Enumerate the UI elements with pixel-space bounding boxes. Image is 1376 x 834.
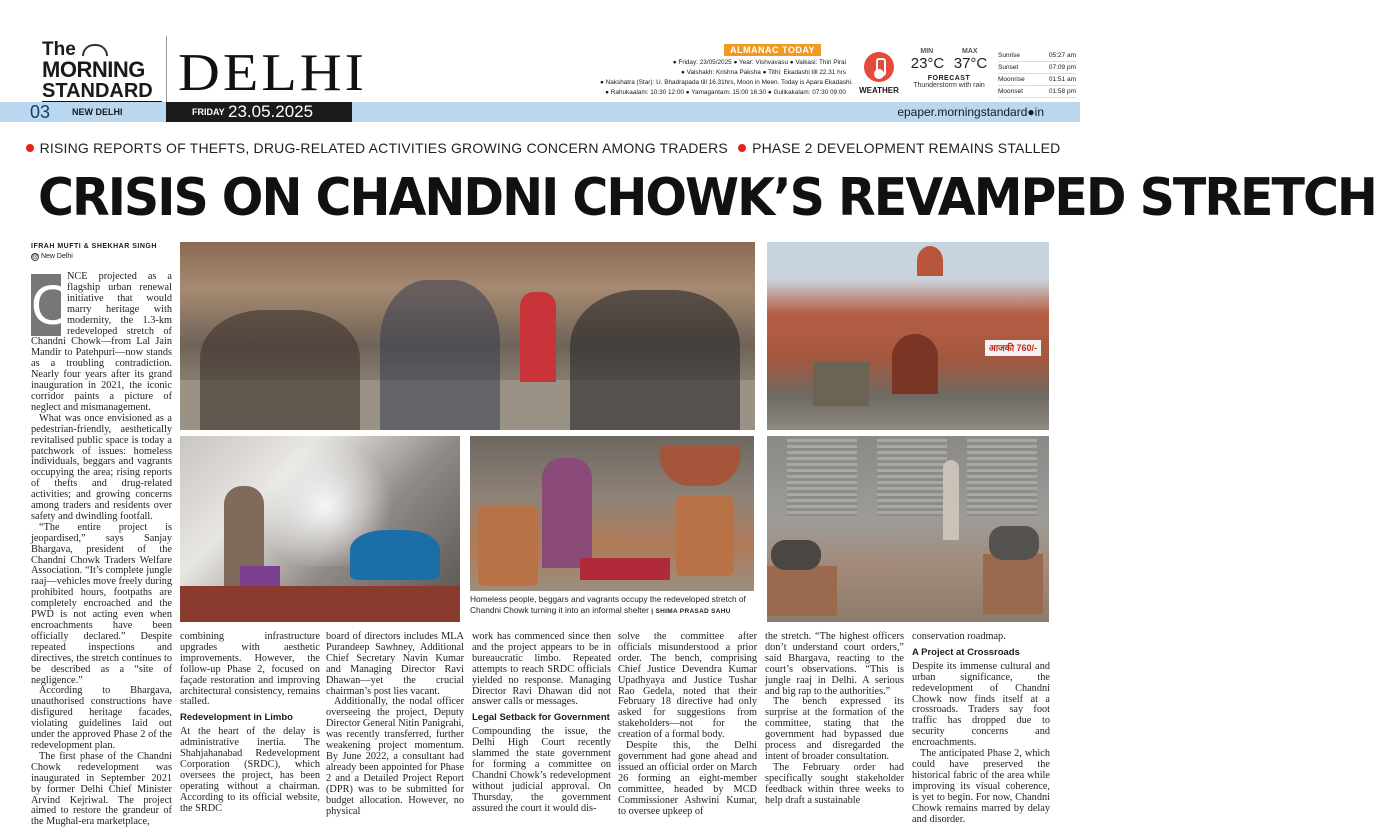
article-column-5 [618,632,757,817]
moonrise-label: Moonrise [998,76,1025,83]
logo-standard: STANDARD [42,81,162,103]
stone-bollard [676,496,734,576]
paragraph: “The entire project is jeopardised,” says Sanjay Bhargava, president of the Chandni Chowk Traders Welfare Association. “It’s complete jungle raaj—vehicles move freely during prohibited hours, footpaths are completely encroached and the PWD is not acting even when encroachments have been officially declared.” Despite repeated inspections and directives, the stretch continues to be described as a “site of negligence.” [31,521,172,686]
crowd-silhouette [380,280,500,430]
paragraph: combining infrastructure upgrades with aesthetic improvements. However, the follow-up Phase 2, focused on façade restoration and improving architectural consistency, remains stalled. [180,631,320,708]
dropcap: O [31,273,75,336]
paragraph: The February order had specifically sought stakeholder feedback within three weeks to help draft a sustainable [765,761,904,806]
byline [31,243,157,261]
paragraph: board of directors includes MLA Purandeep Sawhney, Additional Chief Secretary Navin Kumar and Managing Director Ravi Dhawan—yet the crucial chairman’s post lies vacant. [326,631,464,697]
masthead [0,0,1080,125]
article-column-4 [472,632,611,815]
subhead-project-at-crossroads: A Project at Crossroads [912,646,1020,658]
min-label: MIN [920,48,934,55]
paragraph: NCE projected as a flagship urban renewal initiative that would marry heritage with modernity, the 1.3-km redeveloped stretch of Chandni Chowk—from Lal Jain Mandir to Patehpuri—now stands as a troubling contradiction. Nearly four years after its grand inauguration in 2021, the iconic corridor paints a picture of neglect and mismanagement. [31,271,172,413]
mosque-dome [917,246,943,276]
bench [767,566,837,616]
paragraph: The first phase of the Chandni Chowk redevelopment was inaugurated in September 2021 by former Delhi Chief Minister Arvind Kejriwal. The project aimed to restore the grandeur of the Mughal-era marketplace, [31,750,172,828]
sunrise-label: Sunrise [998,52,1021,59]
page-number: 03 [30,102,51,122]
mosque-arch [892,334,938,394]
max-label: MAX [962,48,978,55]
paragraph: the stretch. “The highest officers don’t understand court orders,” said Bhargava, reacting to the court’s observations. “This is jungle raaj in Delhi. A serious and big rap to the authorities.” [765,631,904,697]
article-column-6 [765,632,904,807]
paragraph: According to Bhargava, unauthorised constructions have disfigured heritage facades, violating guidelines laid out under the approved Phase 2 of the redevelopment plan. [31,685,172,751]
planter-pot [660,446,740,486]
article-column-1 [31,272,172,828]
photo-credit: SHIMA PRASAD SAHU [655,607,731,615]
kicker-2: PHASE 2 DEVELOPMENT REMAINS STALLED [752,140,1061,156]
photo-smoke-girl[interactable] [180,436,460,622]
paragraph: Additionally, the nodal officer overseeing the project, Deputy Director General Nitin Panigrahi, was recently transferred, further weakening project momentum. By June 2022, a consultant had already been appointed for Phase 2 and a Detailed Project Report (DPR) was to be submitted for budget allocation. However, no physical [326,696,464,817]
page-info-band [0,102,1080,122]
paragraph: Despite its immense cultural and urban significance, the redevelopment of Chandni Chowk now finds itself at a crossroads. Traders say foot traffic has dropped due to security concerns and encroachments. [912,660,1050,749]
weather-label: WEATHER [859,86,899,95]
shutter [967,436,1037,516]
dateline: New Delhi [40,253,73,260]
bullet-icon [26,144,34,152]
caption-text: Homeless people, beggars and vagrants occupy the redeveloped stretch of Chandni Chowk turning it into an informal shelter [470,594,746,615]
almanac-row: ● Friday: 23/05/2025 ● Year: Vishvavasu ● Vaikasi: Thiri Pirai [672,59,846,66]
shutter [877,436,947,516]
sunset-time: 07:09 pm [1048,64,1076,71]
walking-man [943,460,959,540]
weather-widget [852,52,906,95]
paragraph: What was once envisioned as a pedestrian-friendly, aesthetically revitalised public space is today a patchwork of issues: homeless individuals, beggars and vagrants occupying the area; rising reports of thefts and drug-related activities; and growing concerns among traders and residents over safety and dwindling footfall. [31,412,172,522]
temperature-panel [906,48,992,89]
newspaper-logo[interactable] [42,40,162,103]
paragraph: Compounding the issue, the Delhi High Court recently slammed the state government for forming a committee on Chandni Chowk’s redevelopment without judicial approval. On Thursday, the government assured the court it would dis- [472,726,611,814]
bullet-icon [738,144,746,152]
paragraph: solve the committee after officials misunderstood a prior order. The bench, comprising Chief Justice Devendra Kumar Upadhyaya and Justice Tushar Rao Gedela, noted that their February 18 directive had only asked for suggestions from stakeholders—not for the creation of a formal body. [618,631,757,741]
sun-moon-times [998,50,1076,98]
moonset-label: Moonset [998,88,1023,95]
main-headline: CRISIS ON CHANDNI CHOWK’S REVAMPED STRETCH [38,167,1376,228]
forecast-text: Thunderstorm with rain [913,82,985,89]
moonset-time: 01:58 pm [1048,88,1076,95]
paragraph: work has commenced since then and the project appears to be in bureaucratic limbo. Repeated attempts to reach SRDC officials yielded no response. Managing Director Ravi Dhawan did not answer calls or messages. [472,631,611,708]
epaper-link[interactable]: epaper.morningstandard●in [897,105,1044,119]
article-column-3 [326,632,464,817]
subhead-redevelopment-in-limbo: Redevelopment in Limbo [180,712,293,724]
almanac-row: ● Nakshatra (Star): U. Bhadrapada till 16.31hrs, Moon in Meen. Today is Apara Ekadashi. [600,79,853,86]
kicker-1: RISING REPORTS OF THEFTS, DRUG-RELATED ACTIVITIES GROWING CONCERN AMONG TRADERS [39,140,728,156]
blue-bundle [350,530,440,580]
max-temp: 37°C [953,55,988,72]
photo-homeless-shelter[interactable] [470,436,754,591]
photo-shuttered-shops[interactable] [767,436,1049,622]
photo-crowd-sitting[interactable] [180,242,755,430]
subhead-legal-setback: Legal Setback for Government [472,712,610,724]
almanac-row: ● Vaishakh: Krishna Paksha ● Tithi: Ekadashi till 22.31 hrs [681,69,846,76]
crowd-silhouette [200,310,360,430]
paragraph: Despite this, the Delhi government had gone ahead and issued an official order on March 26 forming an eight-member committee, headed by MCD Commissioner Ashwini Kumar, to oversee upkeep of [618,740,757,817]
paragraph: The bench expressed its surprise at the formation of the committee, stating that the government had bypassed due process and disregarded the intent of broader consultation. [765,696,904,762]
edition-city: DELHI [178,42,367,103]
author-names: IFRAH MUFTI & SHEKHAR SINGH [31,243,157,250]
handcart [813,362,869,406]
article-column-2 [180,632,320,815]
almanac-tag: ALMANAC TODAY [724,44,821,56]
crowd-silhouette [570,290,740,430]
sleeping-figure [771,540,821,570]
photo-fatehpuri-masjid-street[interactable] [767,242,1049,430]
forecast-label: FORECAST [927,75,971,82]
red-bollard-row [180,586,460,622]
paragraph: At the heart of the delay is administrative inertia. The Shahjahanabad Redevelopment Corporation (SRDC), which oversees the project, has been operating without a chairman. According to its official website, the SRDC [180,726,320,814]
almanac-row: ● Rahukaalam: 10:30 12:00 ● Yamagantam: 15:00 16:30 ● Gulikakalam: 07:30 09:00 [605,89,846,96]
date-box [166,102,352,122]
logo-the: The [42,39,76,60]
day-label: FRIDAY [192,107,225,117]
article-column-7 [912,632,1050,825]
moonrise-time: 01:51 am [1048,76,1076,83]
paragraph: conservation roadmap. [912,631,1006,642]
headline-kickers [0,140,1080,156]
stone-bollard [478,506,538,586]
date-label: 23.05.2025 [228,102,314,121]
sunrise-time: 05:27 am [1048,52,1076,59]
sleeping-figure [989,526,1039,560]
logo-morning: MORNING [42,57,145,82]
sunset-label: Sunset [998,64,1019,71]
red-mat [580,558,670,580]
photo-caption: Homeless people, beggars and vagrants occupy the redeveloped stretch of Chandni Chowk turning it into an informal shelter | SHIMA PRASAD SAHU [470,594,746,615]
edition-name: NEW DELHI [72,107,123,117]
shutter [787,436,857,516]
bench [983,554,1043,614]
min-temp: 23°C [910,55,945,72]
red-shirt-figure [520,292,556,382]
paragraph: The anticipated Phase 2, which could have preserved the historical fabric of the area while improving its visual coherence, is yet to begin. For now, Chandni Chowk remains marred by delay and disorder. [912,748,1050,825]
at-icon: @ [32,254,39,260]
shop-sign: आजकी 760/- [985,340,1041,356]
woman-figure [542,458,592,568]
thermometer-icon [864,52,894,82]
